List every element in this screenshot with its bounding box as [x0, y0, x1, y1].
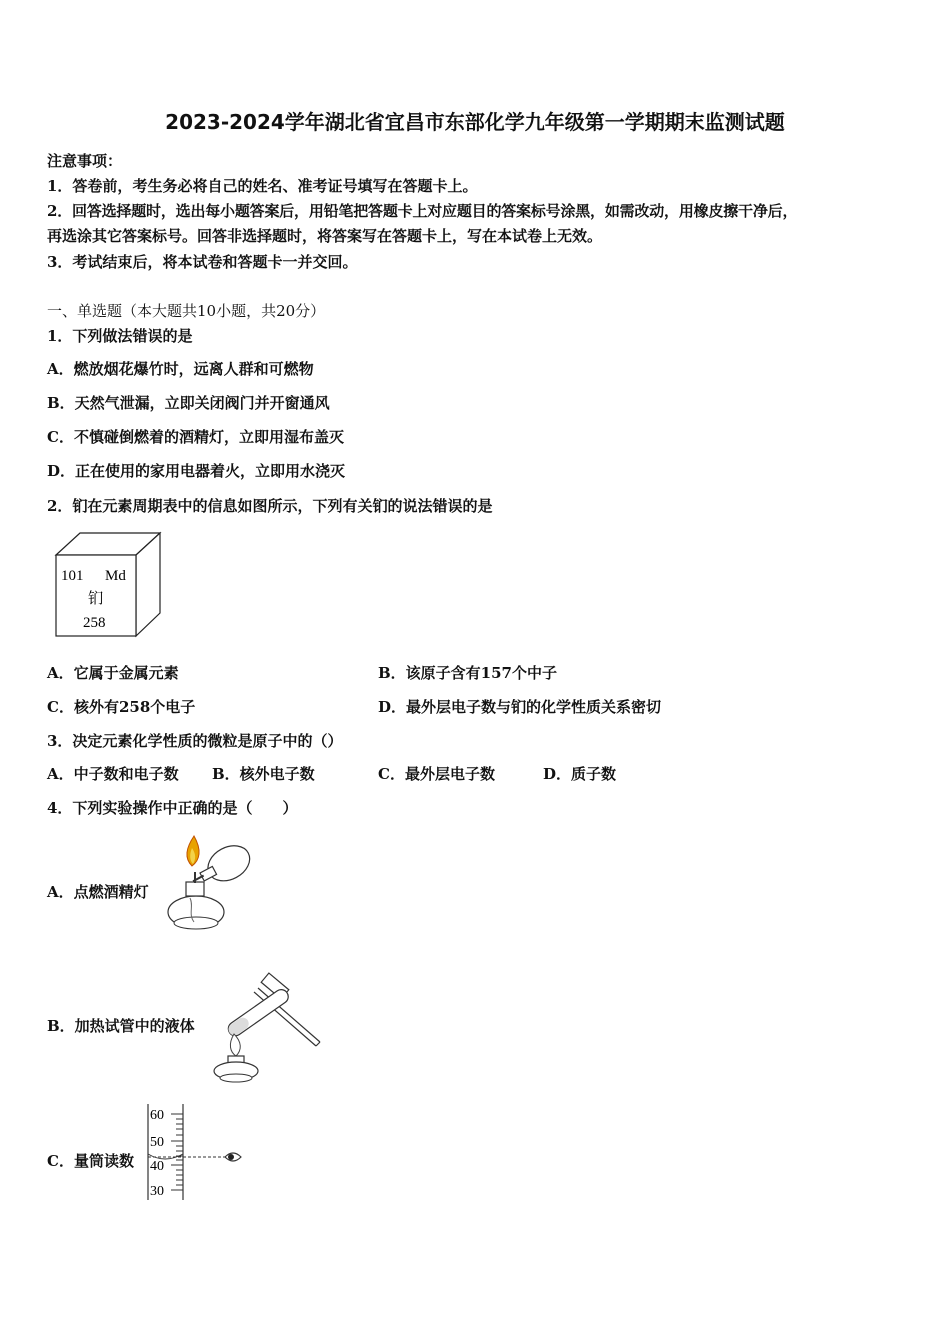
element-symbol: Md: [105, 568, 126, 584]
q3-option-b: B．核外电子数: [212, 765, 315, 783]
test-tube-heating-figure: [210, 970, 325, 1085]
q3-stem: 3．决定元素化学性质的微粒是原子中的（）: [47, 732, 343, 750]
q1-option-d: D．正在使用的家用电器着火，立即用水浇灭: [47, 462, 346, 480]
q1-option-c: C．不慎碰倒燃着的酒精灯，立即用湿布盖灭: [47, 428, 344, 446]
q1-option-b: B．天然气泄漏，立即关闭阀门并开窗通风: [47, 394, 330, 412]
q2-option-b: B．该原子含有157个中子: [378, 664, 557, 682]
notice-item-2-cont: 再选涂其它答案标号。回答非选择题时，将答案写在答题卡上，写在本试卷上无效。: [47, 227, 603, 245]
q2-option-c: C．核外有258个电子: [47, 698, 196, 716]
q2-stem: 2．钔在元素周期表中的信息如图所示，下列有关钔的说法错误的是: [47, 497, 493, 515]
q3-option-d: D．质子数: [543, 765, 617, 783]
element-name: 钔: [88, 591, 104, 607]
notice-item-2: 2．回答选择题时，选出每小题答案后，用铅笔把答题卡上对应题目的答案标号涂黑，如需改动，用橡皮擦干净后，: [47, 202, 798, 220]
alcohol-lamp-lighting-figure: [158, 828, 258, 936]
cylinder-tick-40: 40: [150, 1159, 164, 1174]
q4-stem: 4．下列实验操作中正确的是（ ）: [47, 799, 298, 817]
element-mass: 258: [83, 615, 106, 631]
q2-option-a: A．它属于金属元素: [47, 664, 179, 682]
section-heading: 一、单选题（本大题共10小题，共20分）: [47, 302, 326, 320]
q1-stem: 1．下列做法错误的是: [47, 327, 193, 345]
element-number: 101: [61, 568, 84, 584]
q4-option-a: A．点燃酒精灯: [47, 883, 149, 901]
q4-option-c: C．量筒读数: [47, 1152, 134, 1170]
page-title: 2023-2024学年湖北省宜昌市东部化学九年级第一学期期末监测试题: [165, 110, 785, 134]
cylinder-tick-30: 30: [150, 1184, 164, 1199]
graduated-cylinder-figure: [145, 1102, 245, 1202]
element-card-figure: [50, 531, 165, 641]
cylinder-tick-50: 50: [150, 1135, 164, 1150]
q2-option-d: D．最外层电子数与钔的化学性质关系密切: [378, 698, 662, 716]
notice-item-1: 1．答卷前，考生务必将自己的姓名、准考证号填写在答题卡上。: [47, 177, 478, 195]
q1-option-a: A．燃放烟花爆竹时，远离人群和可燃物: [47, 360, 314, 378]
cylinder-tick-60: 60: [150, 1108, 164, 1123]
q3-option-c: C．最外层电子数: [378, 765, 495, 783]
notice-item-3: 3．考试结束后，将本试卷和答题卡一并交回。: [47, 253, 358, 271]
q3-option-a: A．中子数和电子数: [47, 765, 179, 783]
notice-heading: 注意事项：: [47, 152, 123, 170]
q4-option-b: B．加热试管中的液体: [47, 1017, 195, 1035]
